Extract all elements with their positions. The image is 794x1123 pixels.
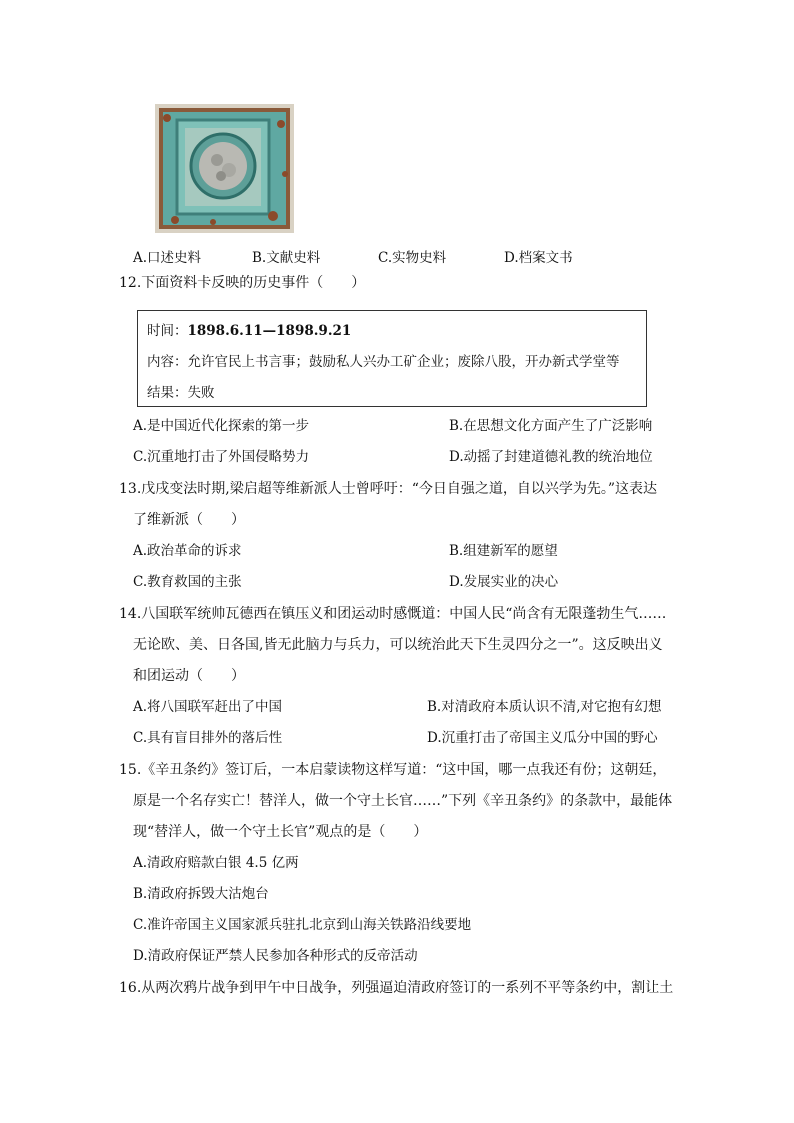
q13-stem-line-2: 了维新派（ ） xyxy=(133,512,245,528)
q12-option-a: A.是中国近代化探索的第一步 xyxy=(133,418,310,434)
q16-stem-line-1: 16.从两次鸦片战争到甲午中日战争，列强逼迫清政府签订的一系列不平等条约中，割让土 xyxy=(119,980,674,996)
q12-option-d: D.动摇了封建道德礼教的统治地位 xyxy=(449,449,653,465)
q11-option-d: D.档案文书 xyxy=(504,250,573,266)
q13-option-b: B.组建新军的愿望 xyxy=(449,543,558,559)
q14-option-c: C.具有盲目排外的落后性 xyxy=(133,730,283,746)
q14-option-d: D.沉重打击了帝国主义瓜分中国的野心 xyxy=(427,730,658,746)
card-result: 结果：失败 xyxy=(147,385,215,401)
q14-option-b: B.对清政府本质认识不清,对它抱有幻想 xyxy=(427,699,662,715)
q15-stem-line-2: 原是一个名存实亡！替洋人，做一个守土长官……”下列《辛丑条约》的条款中，最能体 xyxy=(133,793,673,809)
q13-option-c: C.教育救国的主张 xyxy=(133,574,242,590)
q13-option-a: A.政治革命的诉求 xyxy=(133,543,242,559)
q14-stem-line-1: 14.八国联军统帅瓦德西在镇压义和团运动时感慨道：中国人民“尚含有无限蓬勃生气…… xyxy=(119,606,667,622)
card-time-row xyxy=(147,321,351,341)
q14-stem-line-3: 和团运动（ ） xyxy=(133,668,245,684)
card-time-label: 时间： xyxy=(147,323,188,339)
q13-stem-line-1: 13.戊戌变法时期,梁启超等维新派人士曾呼吁：“今日自强之道，自以兴学为先。”这表达 xyxy=(119,481,658,497)
q12-option-b: B.在思想文化方面产生了广泛影响 xyxy=(449,418,653,434)
q11-option-c: C.实物史料 xyxy=(378,250,447,266)
q12-stem: 12.下面资料卡反映的历史事件（ ） xyxy=(119,275,366,291)
q15-option-d: D.清政府保证严禁人民参加各种形式的反帝活动 xyxy=(133,948,418,964)
card-time-value: 1898.6.11—1898.9.21 xyxy=(187,323,352,339)
artifact-photo xyxy=(155,104,294,233)
q15-option-a: A.清政府赔款白银 4.5 亿两 xyxy=(133,855,299,871)
q15-option-b: B.清政府拆毁大沽炮台 xyxy=(133,886,269,902)
q15-stem-line-1: 15.《辛丑条约》签订后，一本启蒙读物这样写道：“这中国，哪一点我还有份；这朝廷， xyxy=(119,762,667,778)
card-content: 内容：允许官民上书言事；鼓励私人兴办工矿企业；废除八股，开办新式学堂等 xyxy=(147,354,620,370)
q14-option-a: A.将八国联军赶出了中国 xyxy=(133,699,283,715)
q11-option-b: B.文献史料 xyxy=(252,250,321,266)
q15-stem-line-3: 现“替洋人，做一个守土长官”观点的是（ ） xyxy=(133,824,428,840)
q13-option-d: D.发展实业的决心 xyxy=(449,574,559,590)
q15-option-c: C.准许帝国主义国家派兵驻扎北京到山海关铁路沿线要地 xyxy=(133,917,472,933)
q14-stem-line-2: 无论欧、美、日各国,皆无此脑力与兵力，可以统治此天下生灵四分之一”。这反映出义 xyxy=(133,637,663,653)
q11-option-a: A.口述史料 xyxy=(133,250,202,266)
q12-info-card xyxy=(137,310,647,407)
q12-option-c: C.沉重地打击了外国侵略势力 xyxy=(133,449,310,465)
